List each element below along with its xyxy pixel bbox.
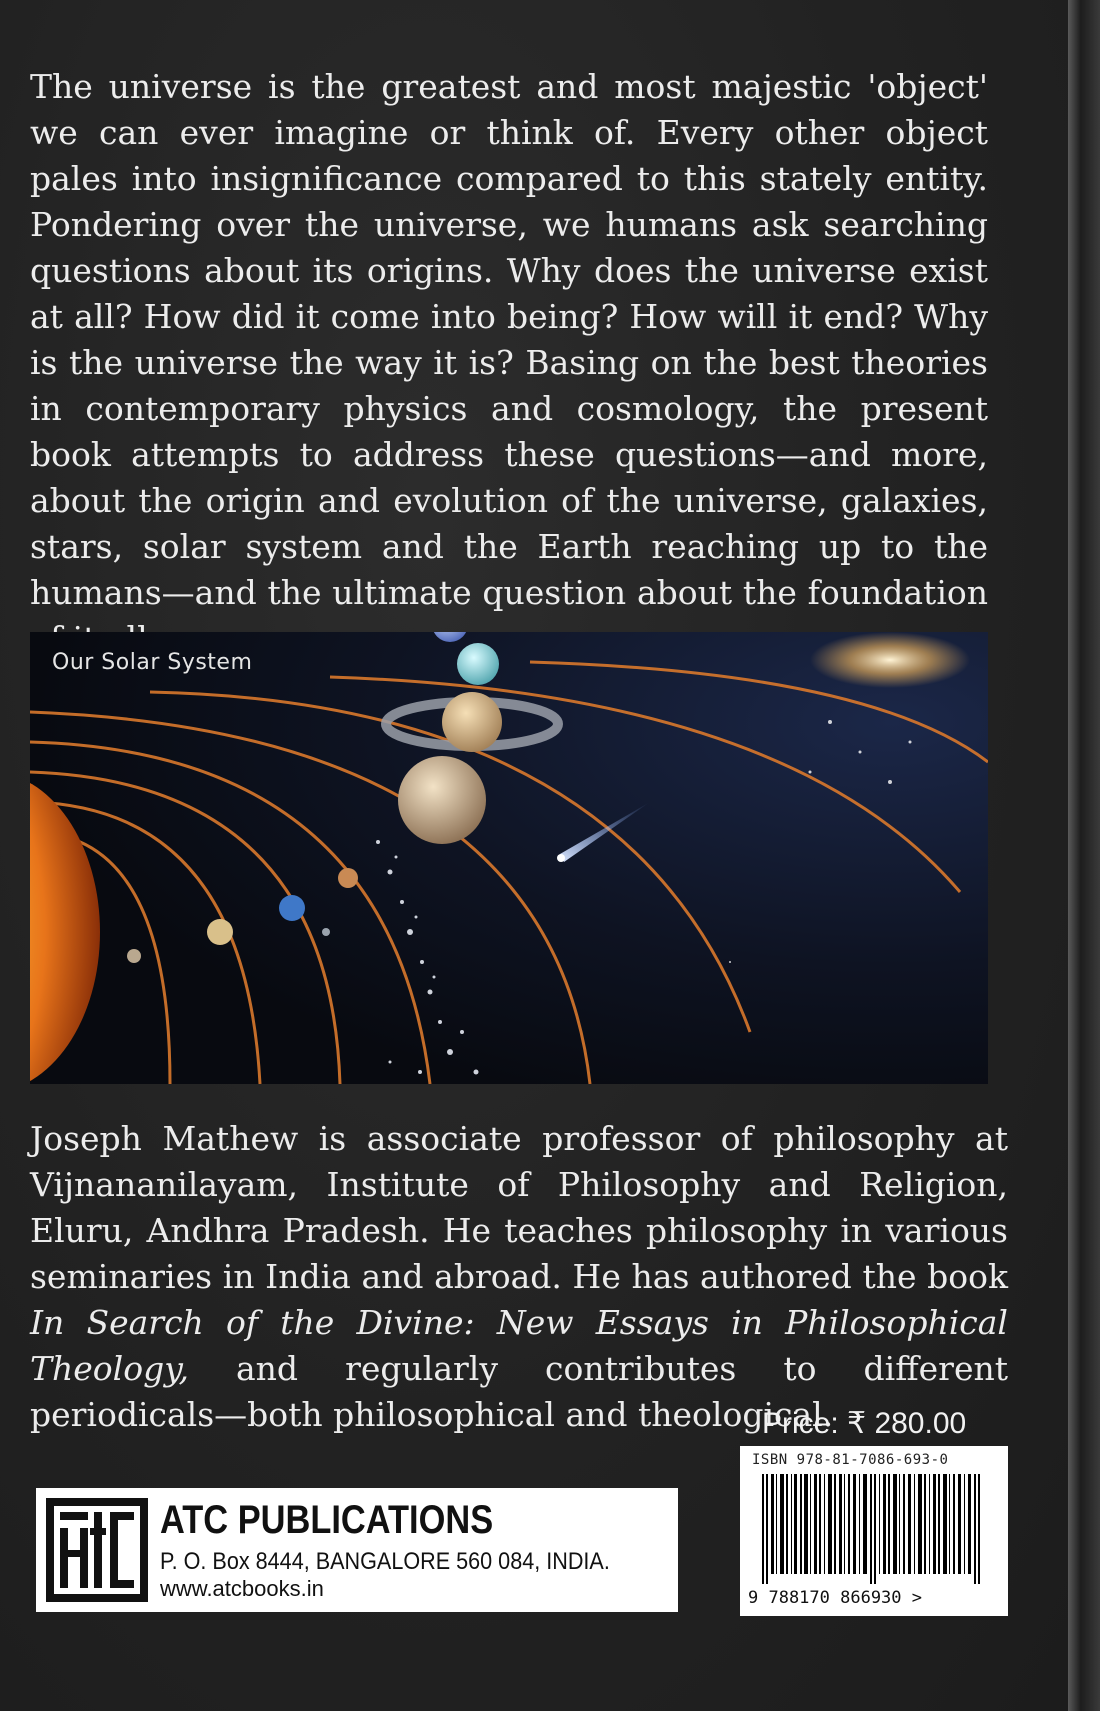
author-bio-text: Joseph Mathew is associate professor of philosophy at Vijnananilayam, Institute of Philosophy and Religion, Eluru, Andhra Pradesh. He teaches philosophy in various seminaries in India and abroad. He has authored the book bbox=[30, 1119, 1008, 1296]
earth bbox=[279, 895, 305, 921]
mars bbox=[338, 868, 358, 888]
price-label: Price: ₹ 280.00 bbox=[762, 1407, 967, 1440]
moon bbox=[322, 928, 330, 936]
image-caption: Our Solar System bbox=[52, 650, 253, 675]
jupiter bbox=[398, 756, 486, 844]
publisher-block bbox=[36, 1488, 678, 1612]
isbn-number: ISBN 978-81-7086-693-0 bbox=[752, 1452, 949, 1468]
author-bio-text-end: and regularly contributes to different periodicals—both philosophical and theological. bbox=[30, 1349, 1008, 1434]
solar-system-graphic bbox=[30, 632, 988, 1084]
book-blurb: The universe is the greatest and most majestic 'object' we can ever imagine or think of. Every other object pales into insignificance compared to this stately entity. Pondering over the universe, we humans ask searching questions about its origins. Why does the universe exist at all? How did it come into being? How will it end? Why is the universe the way it is? Basing on the best theories in contemporary physics and cosmology, the present book attempts to address these questions—and more, about the origin and evolution of the universe, galaxies, stars, solar system and the Earth reaching up to the humans—and the ultimate question about the foundation bbox=[30, 67, 988, 612]
book-title: In Search of the Divine: New Essays in Philosophical Theology, bbox=[30, 1303, 1008, 1388]
barcode-label bbox=[740, 1446, 1008, 1616]
solar-system-illustration bbox=[30, 632, 988, 1084]
barcode-digits: 9 788170 866930 > bbox=[748, 1588, 922, 1608]
publisher-name: ATC PUBLICATIONS bbox=[160, 1498, 494, 1542]
author-bio bbox=[30, 1116, 1008, 1438]
spine-edge bbox=[1068, 0, 1100, 1711]
publisher-website: www.atcbooks.in bbox=[160, 1576, 324, 1601]
atc-logo-icon bbox=[46, 1498, 148, 1602]
uranus bbox=[457, 643, 499, 685]
mercury bbox=[127, 949, 141, 963]
venus bbox=[207, 919, 233, 945]
saturn bbox=[442, 692, 502, 752]
publisher-address: P. O. Box 8444, BANGALORE 560 084, INDIA. bbox=[160, 1548, 610, 1575]
barcode-icon bbox=[762, 1474, 988, 1584]
